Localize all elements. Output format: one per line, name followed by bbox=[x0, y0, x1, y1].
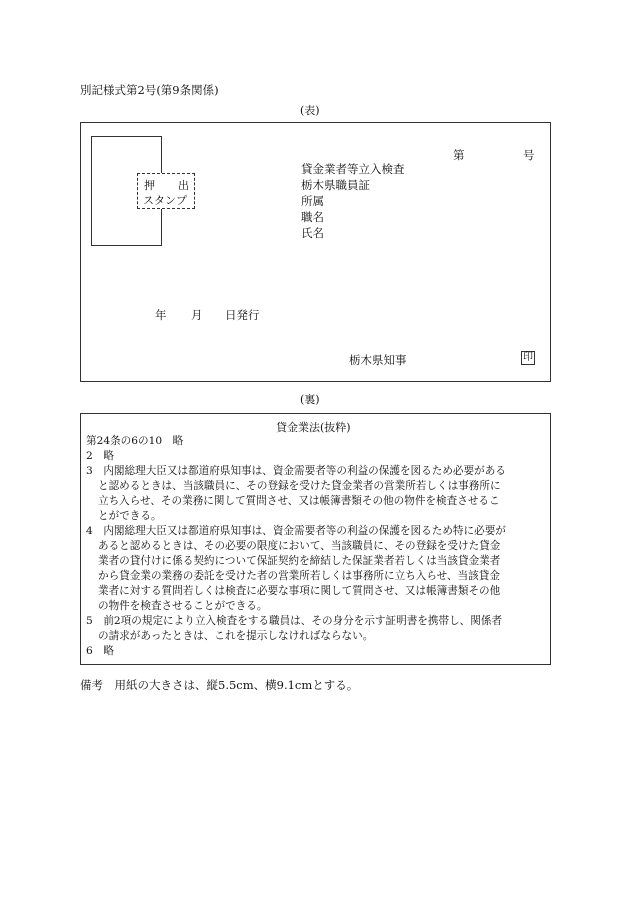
law-line: 2 略 bbox=[86, 450, 114, 462]
law-line: から貸金業の業務の委託を受けた者の営業所若しくは事務所に立ち入らせ、当該貸金 bbox=[98, 570, 500, 582]
stamp-label-stamp: スタンプ bbox=[143, 194, 187, 207]
front-label: (表) bbox=[300, 104, 320, 117]
law-line: 3 内閣総理大臣又は都道府県知事は、資金需要者等の利益の保護を図るため必要がある bbox=[86, 465, 506, 477]
card-title-line2: 栃木県職員証 bbox=[301, 178, 370, 192]
date-month: 月 bbox=[191, 308, 203, 322]
field-shokumei: 職名 bbox=[301, 210, 324, 224]
number-go: 号 bbox=[523, 148, 535, 162]
law-line: の物件を検査させることができる。 bbox=[98, 600, 268, 612]
card-title-line1: 貸金業者等立入検査 bbox=[301, 162, 405, 176]
law-line: の請求があったときは、これを提示しなければならない。 bbox=[98, 630, 374, 642]
law-line: 業者に対する質問若しくは検査に必要な事項に関して質問させ、又は帳簿書類その他 bbox=[98, 585, 501, 597]
law-line: あると認めるときは、その必要の限度において、当該職員に、その登録を受けた貸金 bbox=[98, 540, 501, 552]
number-dai: 第 bbox=[453, 148, 465, 162]
law-line: 6 略 bbox=[86, 645, 114, 657]
field-shozoku: 所属 bbox=[301, 194, 324, 208]
stamp-area bbox=[137, 173, 195, 209]
law-line: と認めるときは、当該職員に、その登録を受けた貸金業者の営業所若しくは事務所に bbox=[98, 480, 501, 492]
law-line: 5 前2項の規定により立入検査をする職員は、その身分を示す証明書を携帯し、関係者 bbox=[86, 615, 503, 627]
issuer: 栃木県知事 bbox=[349, 353, 407, 367]
seal-mark: 印 bbox=[523, 352, 533, 363]
stamp-label-b: 出 bbox=[178, 179, 189, 192]
form-title: 別記様式第2号(第9条関係) bbox=[80, 83, 219, 97]
remark: 備考 用紙の大きさは、縦5.5cm、横9.1cmとする。 bbox=[80, 678, 359, 692]
law-line: 第24条の6の10 略 bbox=[86, 435, 184, 447]
stamp-label-a: 押 bbox=[144, 179, 155, 192]
card-front bbox=[80, 122, 551, 382]
law-line: とができる。 bbox=[98, 510, 162, 522]
card-back bbox=[80, 413, 551, 665]
back-label: (裏) bbox=[300, 393, 320, 406]
law-heading: 貸金業法(抜粋) bbox=[276, 421, 351, 434]
date-year: 年 bbox=[155, 308, 167, 322]
law-line: 業者の貸付けに係る契約について保証契約を締結した保証業者若しくは当該貸金業者 bbox=[98, 555, 501, 567]
field-shimei: 氏名 bbox=[301, 226, 324, 240]
law-line: 立ち入らせ、その業務に関して質問させ、又は帳簿書類その他の物件を検査させるこ bbox=[98, 495, 500, 507]
date-issued: 日発行 bbox=[225, 308, 260, 322]
law-line: 4 内閣総理大臣又は都道府県知事は、資金需要者等の利益の保護を図るため特に必要が bbox=[86, 525, 506, 537]
